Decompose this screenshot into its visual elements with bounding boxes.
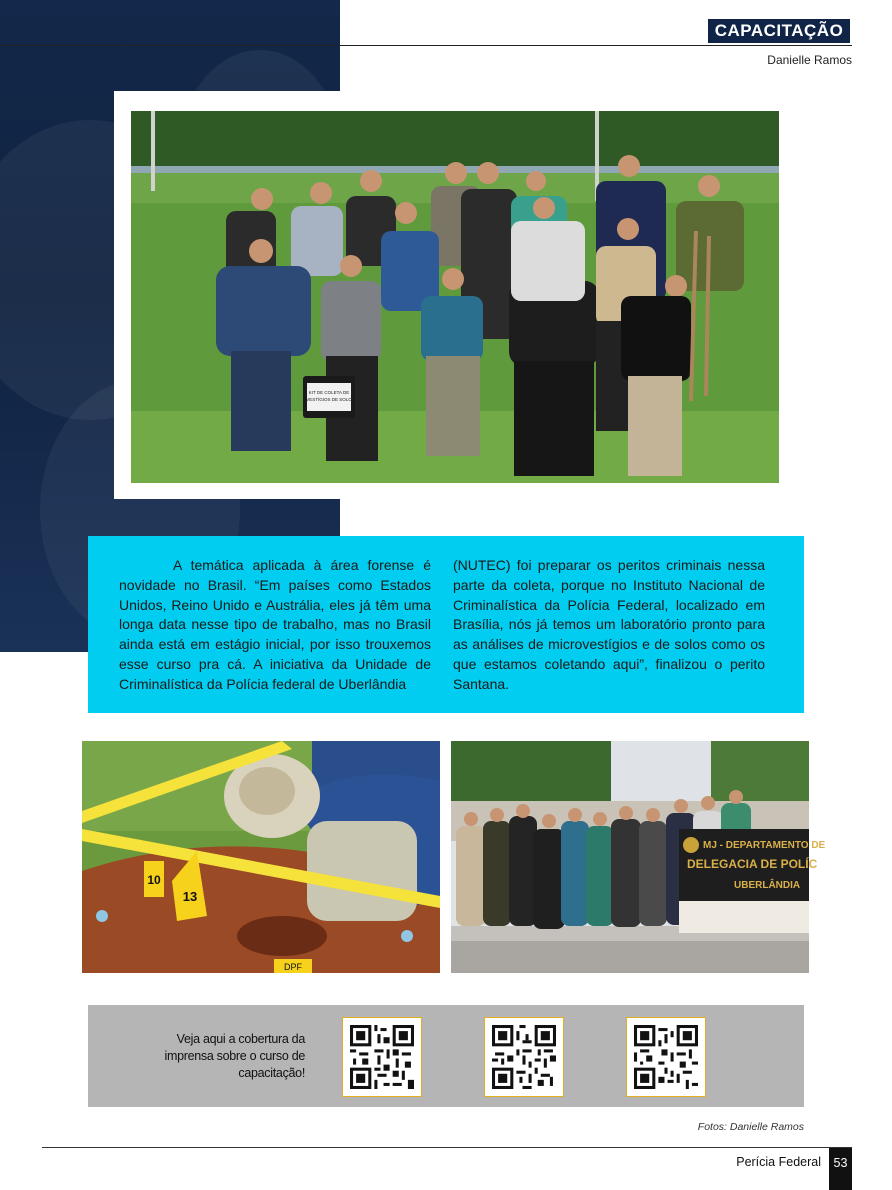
qr-code-1-icon	[350, 1025, 414, 1089]
qr-code-3[interactable]	[626, 1017, 706, 1097]
sign-line-2: DELEGACIA DE POLÍC	[687, 857, 818, 871]
qr-caption: Veja aqui a cobertura da imprensa sobre o curso de capacitação!	[164, 1032, 305, 1080]
qr-code-3-icon	[634, 1025, 698, 1089]
team-sign-photo	[451, 741, 826, 973]
qr-code-2[interactable]	[484, 1017, 564, 1097]
page-number: 53	[829, 1148, 852, 1190]
article-column-1: A temática aplicada à área forense é novidade no Brasil. “Em países como Estados Unidos, Reino Unido e Austrália, eles já têm uma longa data nesse tipo de trabalho, mas no Brasil ainda está em estágio inicial, por isso trouxemos esse curso pra cá. A iniciativa da Unidade de Criminalística da Polícia federal de Uberlândia	[119, 557, 431, 692]
tape-label: DPF	[284, 962, 302, 972]
case-label-1: KIT DE COLETA DE	[308, 390, 350, 395]
evidence-marker-13: 13	[182, 889, 198, 904]
author-name: Danielle Ramos	[767, 53, 852, 67]
soil-sampling-photo	[82, 741, 440, 973]
sign-line-3: UBERLÂNDIA	[734, 880, 801, 891]
photo-credit: Fotos: Danielle Ramos	[697, 1121, 804, 1133]
evidence-marker-10: 10	[147, 873, 161, 887]
header-rule	[0, 45, 852, 46]
publication-name: Perícia Federal	[736, 1155, 821, 1169]
article-column-2: (NUTEC) foi preparar os peritos criminais nessa parte da coleta, porque no Instituto Nacional de Criminalística da Polícia Federal, localizado em Brasília, nós já temos um laboratório pronto para as análises de microvestígios e de solos como os que estamos coletando aqui”, finalizou o perito Santana.	[453, 557, 765, 692]
qr-code-1[interactable]	[342, 1017, 422, 1097]
group-photo	[131, 111, 779, 483]
sign-line-1: MJ - DEPARTAMENTO DE	[703, 840, 826, 851]
qr-code-band	[88, 1005, 804, 1107]
article-text-box	[88, 536, 804, 713]
case-label-2: VESTÍGIOS DE SOLO	[306, 397, 352, 402]
footer-rule	[42, 1147, 852, 1148]
qr-code-2-icon	[492, 1025, 556, 1089]
section-tag: CAPACITAÇÃO	[708, 19, 850, 43]
